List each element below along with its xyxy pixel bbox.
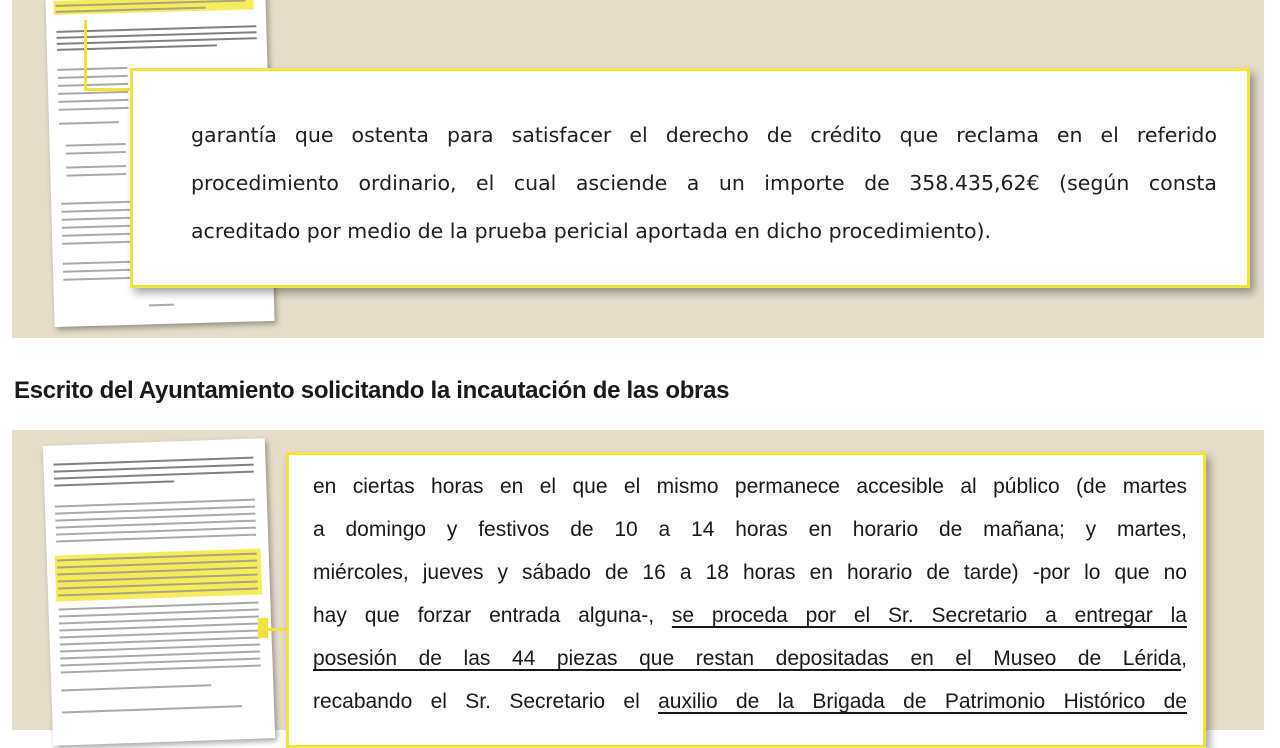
section-heading: Escrito del Ayuntamiento solicitando la incautación de las obras xyxy=(14,377,730,404)
highlight-connector xyxy=(84,88,134,91)
excerpt-line: en ciertas horas en el que el mismo permanece accesible al público (de martes xyxy=(313,475,1187,498)
excerpt-plain-text: hay que forzar entrada alguna-, xyxy=(313,604,672,627)
excerpt-underlined-text: auxilio de la Brigada de Patrimonio Histórico de xyxy=(658,690,1187,713)
bottom-excerpt-text xyxy=(313,465,1187,723)
excerpt-plain-text: recabando el Sr. Secretario el xyxy=(313,690,659,713)
excerpt-line xyxy=(313,594,1187,637)
excerpt-line: acreditado por medio de la prueba pericial aportada en dicho procedimiento). xyxy=(191,219,992,243)
excerpt-line xyxy=(313,637,1187,680)
top-excerpt-callout xyxy=(130,68,1250,288)
bottom-excerpt-callout xyxy=(286,452,1206,748)
top-excerpt-text xyxy=(191,111,1217,255)
excerpt-line xyxy=(313,680,1187,723)
bottom-document-thumbnail xyxy=(43,438,275,746)
excerpt-underlined-text: posesión de las 44 piezas que restan depositadas en el Museo de Lérida xyxy=(313,647,1182,670)
excerpt-underlined-text: se proceda por el Sr. Secretario a entregar la xyxy=(671,604,1187,627)
excerpt-line: miércoles, jueves y sábado de 16 a 18 horas en horario de tarde) -por lo que no xyxy=(313,561,1187,584)
highlight-connector xyxy=(84,20,87,90)
excerpt-line: a domingo y festivos de 10 a 14 horas en horario de mañana; y martes, xyxy=(313,518,1187,541)
excerpt-plain-text: , xyxy=(1181,647,1187,670)
excerpt-line: garantía que ostenta para satisfacer el derecho de crédito que reclama en el referido xyxy=(191,123,1217,147)
highlight-marker xyxy=(258,618,268,638)
excerpt-line: procedimiento ordinario, el cual asciende a un importe de 358.435,62€ (según consta xyxy=(191,171,1217,195)
